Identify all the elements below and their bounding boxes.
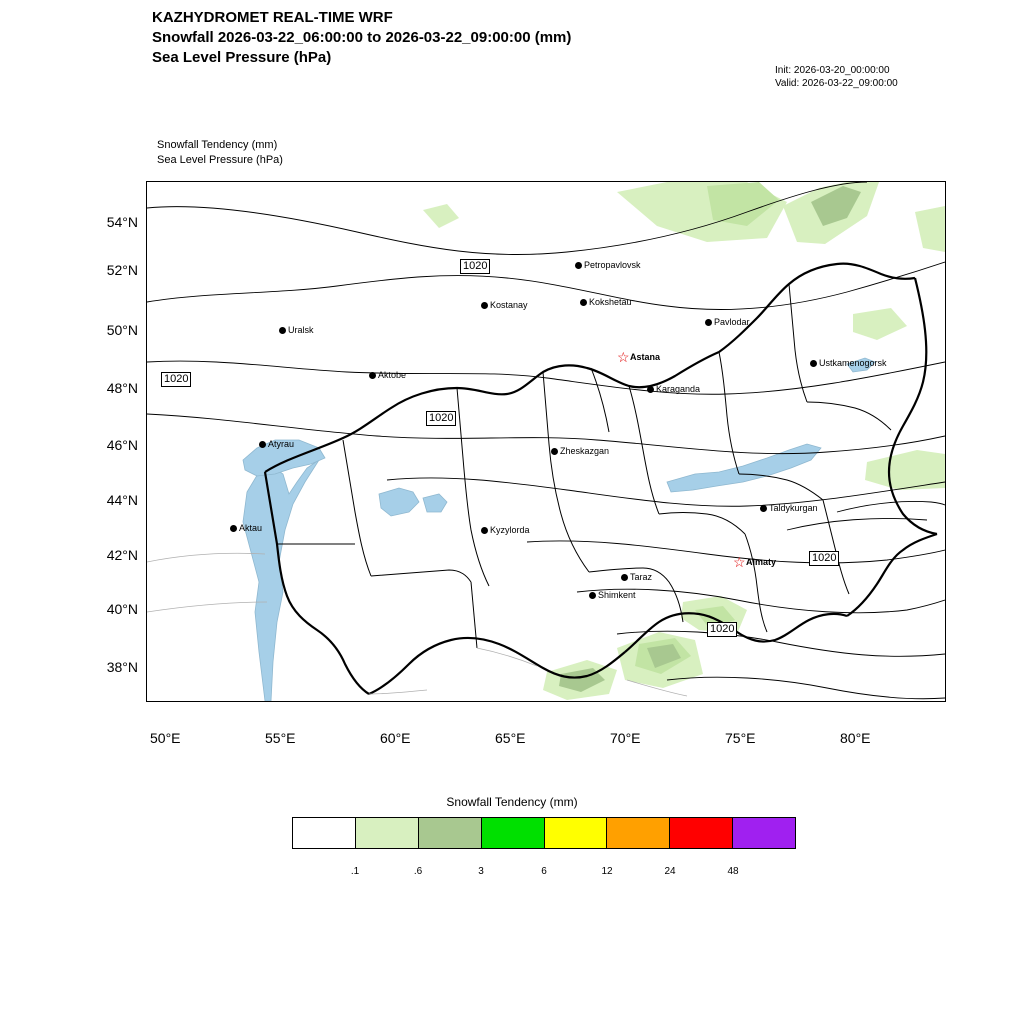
- capital-label-astana: Astana: [630, 352, 661, 362]
- colorbar-tick-0: .1: [350, 866, 360, 877]
- page-title: KAZHYDROMET REAL-TIME WRF: [152, 9, 393, 26]
- snowfall-shading: [423, 182, 945, 700]
- ytick-38N: 38°N: [106, 659, 138, 675]
- colorbar-ticks: [292, 866, 796, 880]
- city-label-shimkent: Shimkent: [598, 590, 636, 600]
- oblast-borders: [277, 284, 891, 648]
- aral-sea: [379, 488, 419, 516]
- colorbar-tick-5: 24: [664, 866, 676, 877]
- colorbar-tick-3: 6: [541, 866, 547, 877]
- ytick-48N: 48°N: [106, 380, 138, 396]
- colorbar: [292, 817, 796, 849]
- city-label-pavlodar: Pavlodar: [714, 317, 750, 327]
- init-valid-block: [775, 64, 898, 90]
- ytick-42N: 42°N: [106, 547, 138, 563]
- pressure-label-1020-central: 1020: [426, 411, 456, 426]
- colorbar-tick-2: 3: [478, 866, 484, 877]
- ytick-40N: 40°N: [106, 601, 138, 617]
- valid-time: Valid: 2026-03-22_09:00:00: [775, 78, 898, 89]
- city-label-karaganda: Karaganda: [656, 384, 701, 394]
- city-marker-kyzylorda: [481, 527, 488, 534]
- city-label-aktau: Aktau: [239, 523, 263, 533]
- colorbar-swatch-0: [293, 818, 356, 848]
- pressure-label-1020-southeast: 1020: [809, 551, 839, 566]
- ytick-52N: 52°N: [106, 262, 138, 278]
- city-label-zheskazgan: Zheskazgan: [560, 446, 610, 456]
- subtitle-pressure: Sea Level Pressure (hPa): [152, 49, 332, 66]
- panel-field-labels: [157, 138, 283, 168]
- colorbar-swatch-7: [733, 818, 795, 848]
- city-label-ustkamenogorsk: Ustkamenogorsk: [819, 358, 887, 368]
- city-marker-kokshetau: [580, 299, 587, 306]
- city-marker-aktau: [230, 525, 237, 532]
- country-borders: [265, 264, 937, 694]
- capital-label-almaty: Almaty: [746, 557, 777, 567]
- aral-sea-east: [423, 494, 447, 512]
- city-label-petropavlovsk: Petropavlovsk: [584, 260, 641, 270]
- city-marker-karaganda: [647, 386, 654, 393]
- city-marker-uralsk: [279, 327, 286, 334]
- capital-marker-astana: ☆: [617, 349, 630, 365]
- city-label-atyrau: Atyrau: [268, 439, 295, 449]
- ytick-44N: 44°N: [106, 492, 138, 508]
- city-label-kyzylorda: Kyzylorda: [490, 525, 530, 535]
- colorbar-swatch-3: [482, 818, 545, 848]
- city-label-uralsk: Uralsk: [288, 325, 314, 335]
- colorbar-tick-6: 48: [727, 866, 739, 877]
- xtick-60E: 60°E: [380, 730, 411, 746]
- city-marker-ustkamenogorsk: [810, 360, 817, 367]
- colorbar-tick-4: 12: [601, 866, 613, 877]
- colorbar-tick-1: .6: [413, 866, 423, 877]
- city-label-taraz: Taraz: [630, 572, 653, 582]
- colorbar-swatch-2: [419, 818, 482, 848]
- balkhash-lake: [667, 444, 821, 492]
- colorbar-title: Snowfall Tendency (mm): [446, 795, 578, 809]
- city-marker-aktobe: [369, 372, 376, 379]
- pressure-label-1020-west: 1020: [161, 372, 191, 387]
- city-label-kostanay: Kostanay: [490, 300, 528, 310]
- city-label-kokshetau: Kokshetau: [589, 297, 632, 307]
- title-block: [152, 8, 571, 68]
- panel-label-snowfall: Snowfall Tendency (mm): [157, 139, 278, 151]
- init-time: Init: 2026-03-20_00:00:00: [775, 65, 890, 76]
- xtick-70E: 70°E: [610, 730, 641, 746]
- xtick-55E: 55°E: [265, 730, 296, 746]
- panel-label-pressure: Sea Level Pressure (hPa): [157, 154, 283, 166]
- ytick-50N: 50°N: [106, 322, 138, 338]
- xtick-75E: 75°E: [725, 730, 756, 746]
- colorbar-swatch-6: [670, 818, 733, 848]
- city-label-aktobe: Aktobe: [378, 370, 407, 380]
- subtitle-snowfall: Snowfall 2026-03-22_06:00:00 to 2026-03-22_09:00:00 (mm): [152, 29, 572, 46]
- colorbar-swatch-1: [356, 818, 419, 848]
- city-marker-kostanay: [481, 302, 488, 309]
- city-marker-taraz: [621, 574, 628, 581]
- city-marker-petropavlovsk: [575, 262, 582, 269]
- colorbar-swatch-4: [545, 818, 608, 848]
- pressure-label-1020-south: 1020: [707, 622, 737, 637]
- ytick-46N: 46°N: [106, 437, 138, 453]
- ytick-54N: 54°N: [106, 214, 138, 230]
- city-marker-shimkent: [589, 592, 596, 599]
- capital-marker-almaty: ☆: [733, 554, 746, 570]
- city-marker-atyrau: [259, 441, 266, 448]
- xtick-65E: 65°E: [495, 730, 526, 746]
- city-marker-zheskazgan: [551, 448, 558, 455]
- pressure-label-1020-north: 1020: [460, 259, 490, 274]
- caspian-sea: [243, 460, 319, 701]
- colorbar-swatch-5: [607, 818, 670, 848]
- city-marker-taldykurgan: [760, 505, 767, 512]
- xtick-50E: 50°E: [150, 730, 181, 746]
- map-panel: [146, 181, 946, 702]
- city-label-taldykurgan: Taldykurgan: [769, 503, 818, 513]
- xtick-80E: 80°E: [840, 730, 871, 746]
- map-graphic: [147, 182, 945, 701]
- city-marker-pavlodar: [705, 319, 712, 326]
